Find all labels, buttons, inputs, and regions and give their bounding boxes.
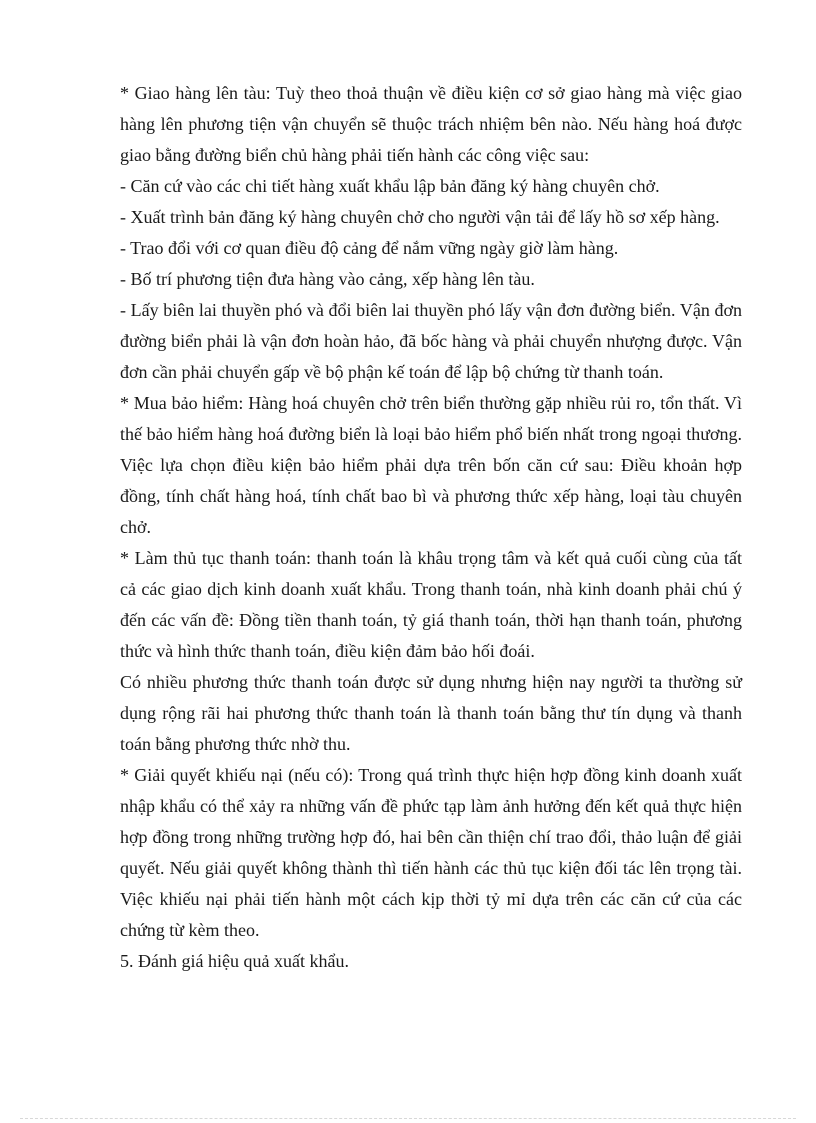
page-bottom-divider xyxy=(20,1118,796,1119)
paragraph-thanh-toan: * Làm thủ tục thanh toán: thanh toán là khâu trọng tâm và kết quả cuối cùng của tất cả các giao dịch kinh doanh xuất khẩu. Trong thanh toán, nhà kinh doanh phải chú ý đến các vấn đề: Đồng tiền thanh toán, tỷ giá thanh toán, thời hạn thanh toán, phương thức và hình thức thanh toán, điều kiện đảm bảo hối đoái. xyxy=(120,548,742,661)
document-body xyxy=(120,78,742,977)
paragraph-trao-doi: - Trao đổi với cơ quan điều độ cảng để nắm vững ngày giờ làm hàng. xyxy=(120,238,619,258)
paragraph-xuat-trinh: - Xuất trình bản đăng ký hàng chuyên chở cho người vận tải để lấy hồ sơ xếp hàng. xyxy=(120,207,720,227)
paragraph-lay-bien-lai: - Lấy biên lai thuyền phó và đổi biên lai thuyền phó lấy vận đơn đường biển. Vận đơn đường biển phải là vận đơn hoàn hảo, đã bốc hàng và phải chuyển nhượng được. Vận đơn cần phải chuyển gấp về bộ phận kế toán để lập bộ chứng từ thanh toán. xyxy=(120,300,742,382)
paragraph-phuong-thuc: Có nhiều phương thức thanh toán được sử dụng nhưng hiện nay người ta thường sử dụng rộng rãi hai phương thức thanh toán là thanh toán bằng thư tín dụng và thanh toán bằng phương thức nhờ thu. xyxy=(120,672,742,754)
paragraph-bo-tri: - Bố trí phương tiện đưa hàng vào cảng, xếp hàng lên tàu. xyxy=(120,269,535,289)
paragraph-giao-hang: * Giao hàng lên tàu: Tuỳ theo thoả thuận về điều kiện cơ sở giao hàng mà việc giao hàng lên phương tiện vận chuyển sẽ thuộc trách nhiệm bên nào. Nếu hàng hoá được giao bằng đường biển chủ hàng phải tiến hành các công việc sau: xyxy=(120,83,742,165)
paragraph-mua-bao-hiem: * Mua bảo hiểm: Hàng hoá chuyên chở trên biển thường gặp nhiều rủi ro, tổn thất. Vì thế bảo hiểm hàng hoá đường biển là loại bảo hiểm phổ biến nhất trong ngoại thương. Việc lựa chọn điều kiện bảo hiểm phải dựa trên bốn căn cứ sau: Điều khoản hợp đồng, tính chất hàng hoá, tính chất bao bì và phương thức xếp hàng, loại tàu chuyên chở. xyxy=(120,393,742,537)
paragraph-khieu-nai: * Giải quyết khiếu nại (nếu có): Trong quá trình thực hiện hợp đồng kinh doanh xuất nhập khẩu có thể xảy ra những vấn đề phức tạp làm ảnh hưởng đến kết quả thực hiện hợp đồng trong những trường hợp đó, hai bên cần thiện chí trao đổi, thảo luận để giải quyết. Nếu giải quyết không thành thì tiến hành các thủ tục kiện đối tác lên trọng tài. Việc khiếu nại phải tiến hành một cách kịp thời tỷ mỉ dựa trên các căn cứ của các chứng từ kèm theo. xyxy=(120,765,742,940)
section-heading-danh-gia: 5. Đánh giá hiệu quả xuất khẩu. xyxy=(120,951,349,971)
paragraph-can-cu: - Căn cứ vào các chi tiết hàng xuất khẩu lập bản đăng ký hàng chuyên chở. xyxy=(120,176,660,196)
